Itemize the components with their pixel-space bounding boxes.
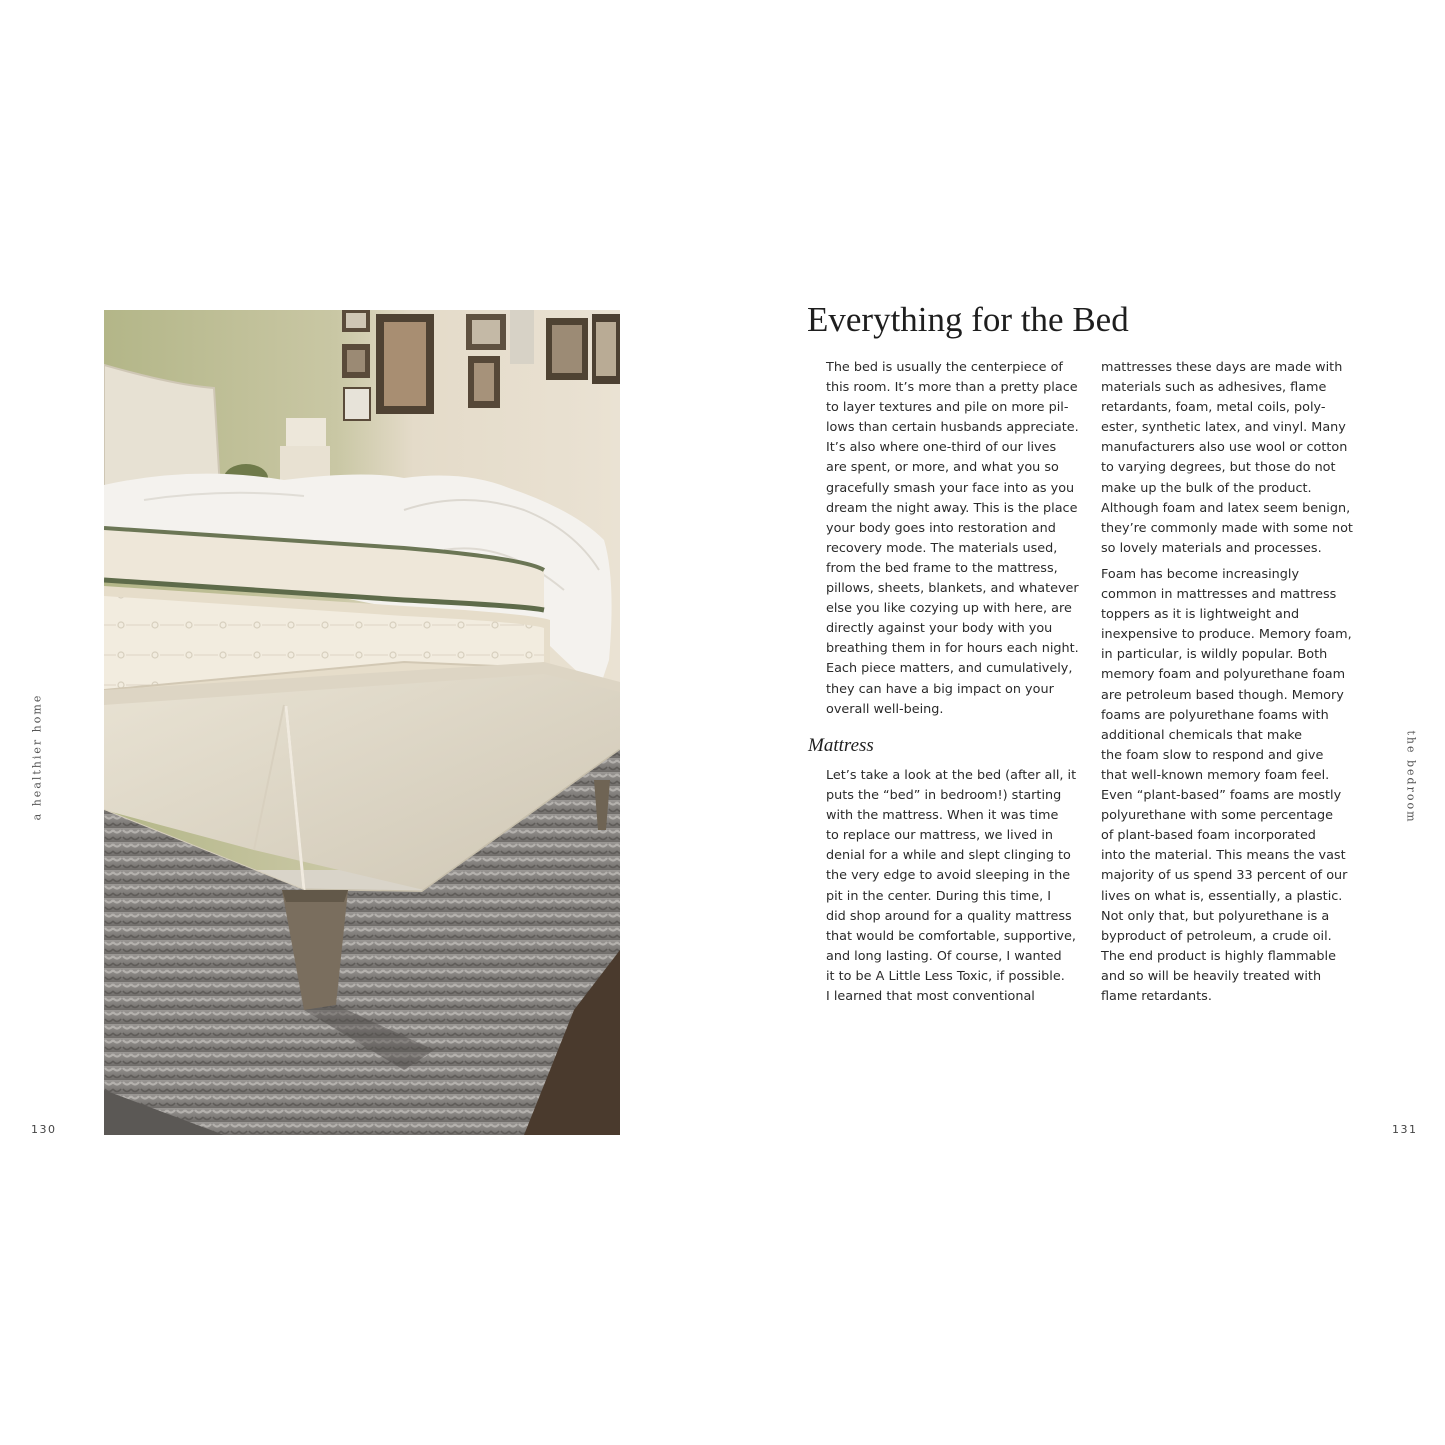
text-line: flame retardants. bbox=[1101, 988, 1212, 1004]
page-number-left: 130 bbox=[31, 1123, 57, 1136]
text-line: memory foam and polyurethane foam bbox=[1101, 667, 1346, 683]
text-line: dream the night away. This is the place bbox=[826, 500, 1078, 516]
text-line: into the material. This means the vast bbox=[1101, 848, 1346, 864]
materials-paragraph bbox=[1101, 358, 1353, 559]
text-line: the foam slow to respond and give bbox=[1101, 747, 1324, 763]
text-line: breathing them in for hours each night. bbox=[826, 641, 1079, 657]
intro-paragraph bbox=[826, 358, 1079, 720]
text-line: The end product is highly flammable bbox=[1101, 948, 1336, 964]
text-line: manufacturers also use wool or cotton bbox=[1101, 440, 1348, 456]
text-line: inexpensive to produce. Memory foam, bbox=[1101, 627, 1352, 643]
text-line: to replace our mattress, we lived in bbox=[826, 828, 1054, 844]
text-line: The bed is usually the centerpiece of bbox=[826, 360, 1063, 375]
text-line: polyurethane with some percentage bbox=[1101, 808, 1334, 824]
foam-paragraph bbox=[1101, 565, 1352, 1007]
text-line: pit in the center. During this time, I bbox=[826, 888, 1052, 904]
text-line: that well-known memory foam feel. bbox=[1101, 767, 1330, 783]
running-head-left: a healthier home bbox=[30, 693, 44, 821]
text-line: your body goes into restoration and bbox=[826, 520, 1056, 536]
text-line: from the bed frame to the mattress, bbox=[826, 560, 1058, 576]
text-line: pillows, sheets, blankets, and whatever bbox=[826, 581, 1079, 597]
text-line: this room. It’s more than a pretty place bbox=[826, 380, 1078, 396]
text-line: retardants, foam, metal coils, poly- bbox=[1101, 400, 1326, 416]
text-line: are petroleum based though. Memory bbox=[1101, 687, 1344, 703]
text-line: common in mattresses and mattress bbox=[1101, 587, 1337, 603]
text-line: so lovely materials and processes. bbox=[1101, 540, 1322, 556]
text-line: did shop around for a quality mattress bbox=[826, 908, 1072, 924]
page-number-right: 131 bbox=[1392, 1123, 1418, 1136]
text-line: puts the “bed” in bedroom!) starting bbox=[826, 788, 1062, 804]
text-line: Foam has become increasingly bbox=[1101, 567, 1300, 582]
text-line: overall well-being. bbox=[826, 701, 944, 717]
text-line: Each piece matters, and cumulatively, bbox=[826, 661, 1073, 677]
text-line: Let’s take a look at the bed (after all, it bbox=[826, 768, 1077, 783]
text-line: to varying degrees, but those do not bbox=[1101, 460, 1336, 476]
running-head-right: the bedroom bbox=[1404, 730, 1418, 824]
text-line: mattresses these days are made with bbox=[1101, 360, 1343, 375]
text-line: are spent, or more, and what you so bbox=[826, 460, 1059, 476]
text-line: byproduct of petroleum, a crude oil. bbox=[1101, 928, 1332, 944]
text-line: in particular, is wildly popular. Both bbox=[1101, 647, 1328, 663]
bedroom-photo bbox=[104, 310, 620, 1135]
text-line: gracefully smash your face into as you bbox=[826, 480, 1075, 496]
bedroom-photo-icon bbox=[104, 310, 620, 1135]
text-line: Not only that, but polyurethane is a bbox=[1101, 908, 1330, 924]
text-line: make up the bulk of the product. bbox=[1101, 480, 1312, 496]
text-line: materials such as adhesives, flame bbox=[1101, 380, 1327, 396]
text-line: lives on what is, essentially, a plastic. bbox=[1101, 888, 1343, 904]
article-title: Everything for the Bed bbox=[807, 300, 1129, 339]
text-line: Although foam and latex seem benign, bbox=[1101, 500, 1351, 516]
text-line: of plant-based foam incorporated bbox=[1101, 828, 1316, 844]
text-line: lows than certain husbands appreciate. bbox=[826, 420, 1079, 436]
text-line: I learned that most conventional bbox=[826, 989, 1035, 1005]
text-line: they can have a big impact on your bbox=[826, 681, 1054, 697]
text-line: they’re commonly made with some not bbox=[1101, 520, 1353, 536]
text-line: additional chemicals that make bbox=[1101, 727, 1303, 743]
text-line: Even “plant-based” foams are mostly bbox=[1101, 788, 1342, 804]
text-line: directly against your body with you bbox=[826, 621, 1053, 637]
text-line: and long lasting. Of course, I wanted bbox=[826, 948, 1062, 964]
text-line: recovery mode. The materials used, bbox=[826, 540, 1058, 556]
text-line: the very edge to avoid sleeping in the bbox=[826, 868, 1071, 884]
text-line: with the mattress. When it was time bbox=[826, 808, 1059, 824]
mattress-paragraph bbox=[826, 766, 1076, 1007]
text-line: that would be comfortable, supportive, bbox=[826, 928, 1076, 944]
text-line: else you like cozying up with here, are bbox=[826, 601, 1072, 617]
text-line: to layer textures and pile on more pil- bbox=[826, 400, 1069, 416]
text-line: foams are polyurethane foams with bbox=[1101, 707, 1329, 723]
text-line: majority of us spend 33 percent of our bbox=[1101, 868, 1348, 884]
text-line: it to be A Little Less Toxic, if possible. bbox=[826, 968, 1065, 984]
text-line: denial for a while and slept clinging to bbox=[826, 848, 1071, 864]
text-line: toppers as it is lightweight and bbox=[1101, 607, 1300, 623]
text-line: ester, synthetic latex, and vinyl. Many bbox=[1101, 420, 1346, 436]
section-subhead: Mattress bbox=[808, 735, 874, 756]
text-line: It’s also where one-third of our lives bbox=[826, 440, 1057, 456]
text-line: and so will be heavily treated with bbox=[1101, 968, 1322, 984]
